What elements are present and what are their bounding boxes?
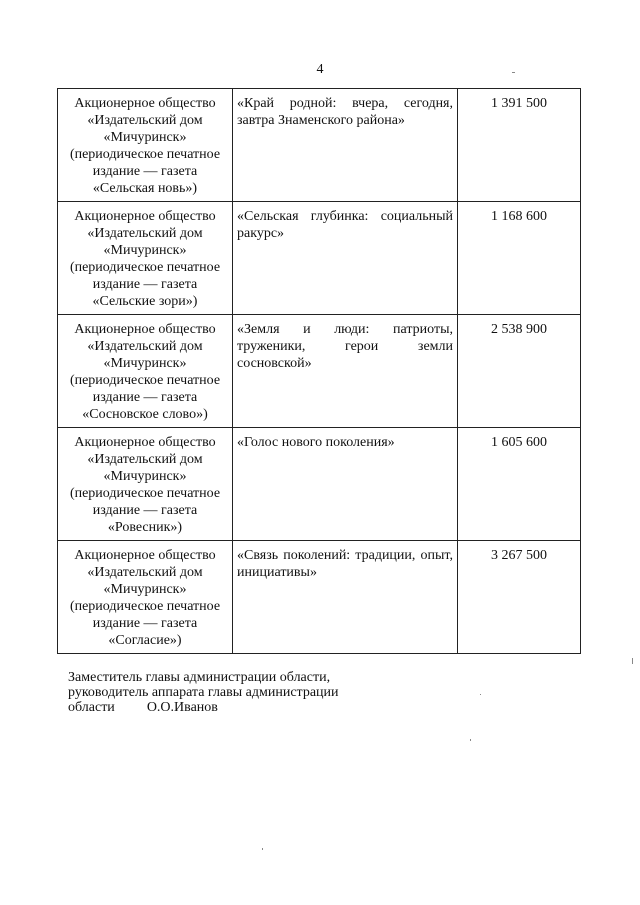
signer-name: О.О.Иванов [146, 700, 218, 715]
signature-line-3 [68, 700, 339, 715]
scan-speck [262, 848, 263, 850]
amount-cell: 1 391 500 [458, 89, 581, 202]
org-line: (периодическое печатное [69, 373, 221, 388]
org-line: (периодическое печатное [69, 147, 221, 162]
project-cell: «Земля и люди: патриоты, труженики, герои земли сосновской» [233, 315, 458, 428]
org-line: Акционерное общество [74, 548, 216, 563]
org-line: «Издательский дом [87, 565, 203, 580]
scan-speck [470, 739, 471, 741]
signature-line-1: Заместитель главы администрации области, [68, 670, 331, 685]
org-line: «Мичуринск» [103, 243, 187, 258]
org-line: (периодическое печатное [69, 260, 221, 275]
project-cell: «Голос нового поколения» [233, 428, 458, 541]
org-line: (периодическое печатное [69, 486, 221, 501]
org-line: (периодическое печатное [69, 599, 221, 614]
amount-cell: 3 267 500 [458, 541, 581, 654]
org-line: «Мичуринск» [103, 469, 187, 484]
org-line: издание — газета [92, 164, 198, 179]
org-line: «Издательский дом [87, 452, 203, 467]
org-line: Акционерное общество [74, 435, 216, 450]
project-cell: «Сельская глубинка: социальный ракурс» [233, 202, 458, 315]
signature-line-2: руководитель аппарата главы администрации [68, 685, 339, 700]
org-line: «Мичуринск» [103, 356, 187, 371]
table-row [58, 315, 581, 428]
organization-cell [58, 89, 233, 202]
grants-table [57, 88, 581, 654]
amount-cell: 1 605 600 [458, 428, 581, 541]
table-row [58, 202, 581, 315]
org-line: издание — газета [92, 277, 198, 292]
signature-region: области [68, 700, 115, 715]
org-line: издание — газета [92, 616, 198, 631]
organization-cell [58, 428, 233, 541]
org-line: «Издательский дом [87, 339, 203, 354]
amount-cell: 2 538 900 [458, 315, 581, 428]
signature-block [68, 670, 339, 715]
org-line: Акционерное общество [74, 209, 216, 224]
table-row [58, 541, 581, 654]
amount-cell: 1 168 600 [458, 202, 581, 315]
org-line: «Мичуринск» [103, 130, 187, 145]
table-row [58, 428, 581, 541]
scan-speck [480, 694, 481, 695]
page-number: 4 [316, 62, 324, 77]
org-line: «Сельская новь») [92, 181, 198, 196]
org-line: «Сельские зори») [92, 294, 198, 309]
org-line: Акционерное общество [74, 96, 216, 111]
scan-speck [632, 658, 633, 664]
org-line: Акционерное общество [74, 322, 216, 337]
organization-cell [58, 315, 233, 428]
org-line: «Издательский дом [87, 113, 203, 128]
table-row [58, 89, 581, 202]
project-cell: «Связь поколений: традиции, опыт, инициативы» [233, 541, 458, 654]
org-line: издание — газета [92, 390, 198, 405]
organization-cell [58, 541, 233, 654]
org-line: «Сосновское слово») [82, 407, 208, 422]
organization-cell [58, 202, 233, 315]
org-line: «Издательский дом [87, 226, 203, 241]
org-line: «Согласие») [108, 633, 182, 648]
org-line: «Мичуринск» [103, 582, 187, 597]
org-line: издание — газета [92, 503, 198, 518]
org-line: «Ровесник») [107, 520, 183, 535]
project-cell: «Край родной: вчера, сегодня, завтра Знаменского района» [233, 89, 458, 202]
scan-speck [512, 72, 515, 73]
